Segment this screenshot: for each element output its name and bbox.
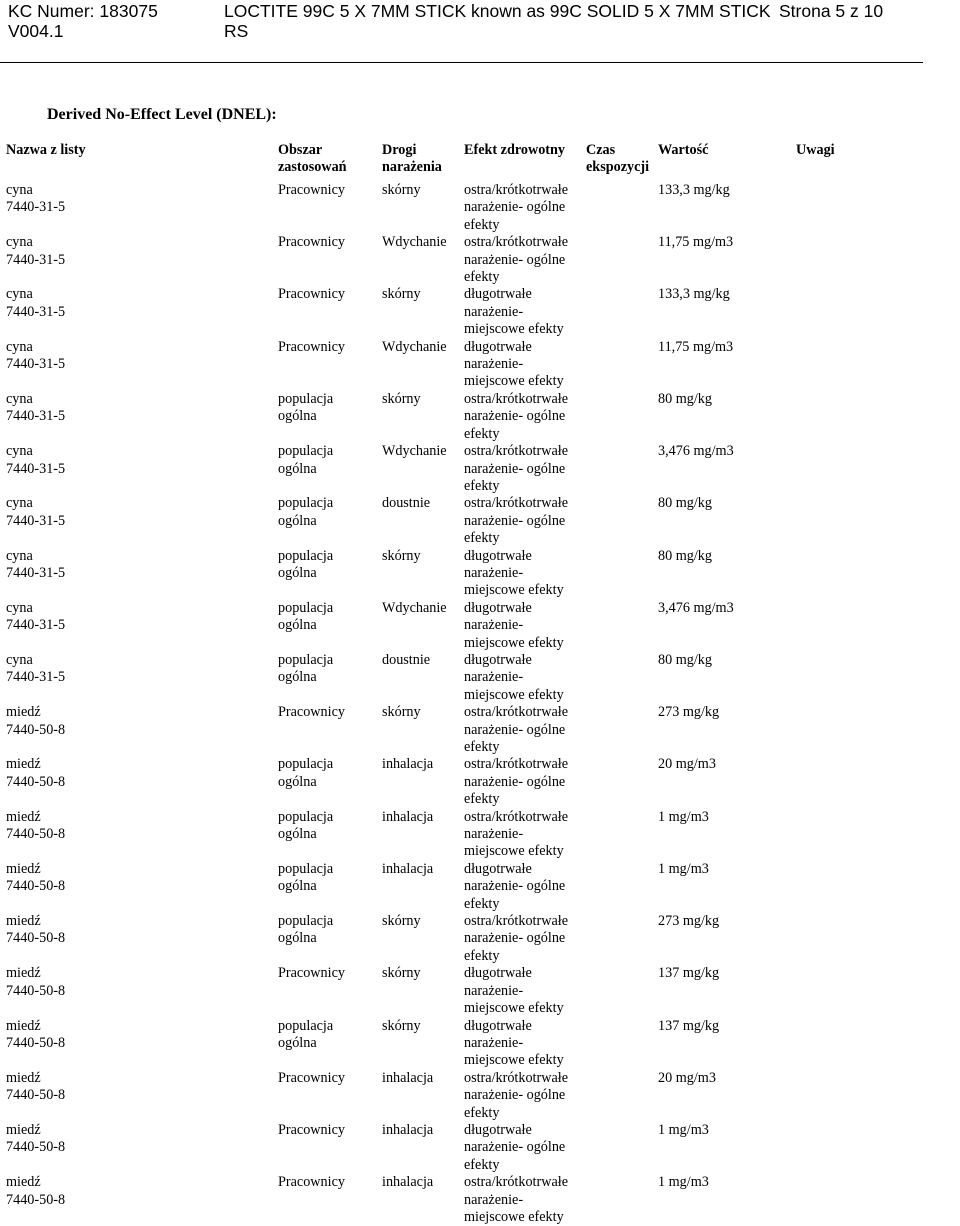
application-area-cell: populacja ogólna bbox=[278, 495, 334, 529]
page-number: Strona 5 z 10 bbox=[779, 1, 884, 21]
substance-name-cell: miedź 7440-50-8 bbox=[6, 756, 66, 790]
dnel-value-cell: 11,75 mg/m3 bbox=[658, 234, 734, 251]
exposure-route-cell: inhalacja bbox=[382, 756, 434, 773]
column-header-notes: Uwagi bbox=[796, 142, 835, 158]
substance-name-cell: cyna 7440-31-5 bbox=[6, 234, 66, 268]
exposure-route-cell: skórny bbox=[382, 286, 421, 303]
table-row bbox=[6, 548, 956, 600]
dnel-value-cell: 80 mg/kg bbox=[658, 651, 712, 668]
table-row bbox=[6, 1122, 956, 1174]
health-effect-cell: długotrwałe narażenie- miejscowe efekty bbox=[464, 965, 564, 1017]
substance-name-cell: cyna 7440-31-5 bbox=[6, 286, 66, 320]
exposure-time-cell bbox=[586, 965, 658, 1017]
substance-name-cell: cyna 7440-31-5 bbox=[6, 182, 66, 216]
table-row bbox=[6, 756, 956, 808]
dnel-value-cell: 1 mg/m3 bbox=[658, 808, 709, 825]
health-effect-cell: ostra/krótkotrwałe narażenie- ogólne efekty bbox=[464, 704, 569, 755]
dnel-value-cell: 80 mg/kg bbox=[658, 547, 712, 564]
substance-name-cell: cyna 7440-31-5 bbox=[6, 547, 66, 581]
notes-cell bbox=[796, 756, 956, 808]
page-header bbox=[0, 0, 960, 44]
substance-name-cell: miedź 7440-50-8 bbox=[6, 913, 66, 947]
health-effect-cell: długotrwałe narażenie- ogólne efekty bbox=[464, 1121, 566, 1173]
application-area-cell: Pracownicy bbox=[278, 182, 345, 198]
exposure-time-cell bbox=[586, 339, 658, 391]
health-effect-cell: ostra/krótkotrwałe narażenie- ogólne efekty bbox=[464, 756, 569, 808]
health-effect-cell: długotrwałe narażenie- miejscowe efekty bbox=[464, 547, 564, 599]
notes-cell bbox=[796, 391, 956, 443]
dnel-value-cell: 1 mg/m3 bbox=[658, 860, 709, 877]
application-area-cell: populacja ogólna bbox=[278, 808, 334, 843]
exposure-route-cell: skórny bbox=[382, 913, 421, 930]
dnel-value-cell: 133,3 mg/kg bbox=[658, 182, 730, 198]
application-area-cell: populacja ogólna bbox=[278, 913, 334, 947]
health-effect-cell: ostra/krótkotrwałe narażenie- ogólne efekty bbox=[464, 234, 569, 286]
exposure-route-cell: inhalacja bbox=[382, 1174, 434, 1191]
exposure-time-cell bbox=[586, 1018, 658, 1070]
application-area-cell: populacja ogólna bbox=[278, 1017, 334, 1051]
application-area-cell: Pracownicy bbox=[278, 338, 345, 355]
exposure-time-cell bbox=[586, 1122, 658, 1174]
dnel-table bbox=[6, 142, 956, 1226]
exposure-time-cell bbox=[586, 913, 658, 965]
column-header-name: Nazwa z listy bbox=[6, 142, 86, 158]
dnel-value-cell: 273 mg/kg bbox=[658, 704, 720, 721]
health-effect-cell: ostra/krótkotrwałe narażenie- ogólne efekty bbox=[464, 495, 569, 547]
exposure-route-cell: inhalacja bbox=[382, 860, 434, 877]
notes-cell bbox=[796, 809, 956, 861]
notes-cell bbox=[796, 1018, 956, 1070]
notes-cell bbox=[796, 548, 956, 600]
application-area-cell: Pracownicy bbox=[278, 1069, 345, 1086]
table-row bbox=[6, 182, 956, 234]
health-effect-cell: ostra/krótkotrwałe narażenie- miejscowe efekty bbox=[464, 1174, 569, 1225]
substance-name-cell: miedź 7440-50-8 bbox=[6, 965, 66, 999]
exposure-time-cell bbox=[586, 286, 658, 338]
exposure-route-cell: skórny bbox=[382, 182, 421, 198]
substance-name-cell: miedź 7440-50-8 bbox=[6, 704, 66, 738]
table-row bbox=[6, 1070, 956, 1122]
application-area-cell: Pracownicy bbox=[278, 704, 345, 721]
health-effect-cell: długotrwałe narażenie- miejscowe efekty bbox=[464, 338, 564, 390]
dnel-value-cell: 3,476 mg/m3 bbox=[658, 443, 734, 460]
substance-name-cell: cyna 7440-31-5 bbox=[6, 651, 66, 686]
substance-name-cell: cyna 7440-31-5 bbox=[6, 495, 66, 529]
application-area-cell: populacja ogólna bbox=[278, 599, 334, 634]
dnel-value-cell: 80 mg/kg bbox=[658, 495, 712, 512]
notes-cell bbox=[796, 1122, 956, 1174]
dnel-value-cell: 1 mg/m3 bbox=[658, 1174, 709, 1191]
exposure-route-cell: inhalacja bbox=[382, 1121, 434, 1138]
exposure-route-cell: skórny bbox=[382, 704, 421, 721]
substance-name-cell: miedź 7440-50-8 bbox=[6, 808, 66, 843]
table-row bbox=[6, 1018, 956, 1070]
notes-cell bbox=[796, 1070, 956, 1122]
dnel-value-cell: 20 mg/m3 bbox=[658, 1069, 716, 1086]
health-effect-cell: ostra/krótkotrwałe narażenie- ogólne efekty bbox=[464, 1069, 569, 1121]
table-row bbox=[6, 443, 956, 495]
document-number: KC Numer: 183075 V004.1 bbox=[8, 1, 158, 41]
exposure-time-cell bbox=[586, 182, 658, 234]
exposure-time-cell bbox=[586, 548, 658, 600]
health-effect-cell: długotrwałe narażenie- miejscowe efekty bbox=[464, 286, 564, 338]
notes-cell bbox=[796, 182, 956, 234]
health-effect-cell: ostra/krótkotrwałe narażenie- miejscowe efekty bbox=[464, 808, 569, 860]
exposure-time-cell bbox=[586, 652, 658, 704]
exposure-route-cell: Wdychanie bbox=[382, 443, 447, 460]
health-effect-cell: ostra/krótkotrwałe narażenie- ogólne efekty bbox=[464, 182, 569, 233]
table-row bbox=[6, 809, 956, 861]
dnel-value-cell: 3,476 mg/m3 bbox=[658, 599, 734, 616]
table-header-row bbox=[6, 142, 956, 182]
application-area-cell: populacja ogólna bbox=[278, 651, 334, 686]
notes-cell bbox=[796, 704, 956, 756]
exposure-time-cell bbox=[586, 756, 658, 808]
notes-cell bbox=[796, 286, 956, 338]
application-area-cell: populacja ogólna bbox=[278, 443, 334, 477]
notes-cell bbox=[796, 913, 956, 965]
dnel-value-cell: 273 mg/kg bbox=[658, 913, 720, 930]
application-area-cell: Pracownicy bbox=[278, 234, 345, 251]
exposure-time-cell bbox=[586, 234, 658, 286]
notes-cell bbox=[796, 600, 956, 652]
exposure-time-cell bbox=[586, 704, 658, 756]
notes-cell bbox=[796, 861, 956, 913]
application-area-cell: Pracownicy bbox=[278, 286, 345, 303]
exposure-route-cell: skórny bbox=[382, 965, 421, 982]
product-name: LOCTITE 99C 5 X 7MM STICK known as 99C SOLID 5 X 7MM STICK RS bbox=[224, 1, 771, 41]
substance-name-cell: miedź 7440-50-8 bbox=[6, 1069, 66, 1104]
table-row bbox=[6, 495, 956, 547]
dnel-value-cell: 137 mg/kg bbox=[658, 1017, 720, 1034]
notes-cell bbox=[796, 443, 956, 495]
exposure-route-cell: Wdychanie bbox=[382, 234, 447, 251]
health-effect-cell: ostra/krótkotrwałe narażenie- ogólne efekty bbox=[464, 443, 569, 494]
exposure-time-cell bbox=[586, 391, 658, 443]
exposure-route-cell: Wdychanie bbox=[382, 338, 447, 355]
table-row bbox=[6, 339, 956, 391]
application-area-cell: Pracownicy bbox=[278, 1174, 345, 1191]
exposure-route-cell: doustnie bbox=[382, 495, 431, 512]
health-effect-cell: długotrwałe narażenie- ogólne efekty bbox=[464, 860, 566, 912]
dnel-value-cell: 20 mg/m3 bbox=[658, 756, 716, 773]
table-row bbox=[6, 1174, 956, 1226]
dnel-value-cell: 80 mg/kg bbox=[658, 390, 712, 407]
substance-name-cell: miedź 7440-50-8 bbox=[6, 1174, 66, 1208]
column-header-route: Drogi narażenia bbox=[382, 142, 442, 176]
substance-name-cell: cyna 7440-31-5 bbox=[6, 443, 66, 477]
column-header-effect: Efekt zdrowotny bbox=[464, 142, 566, 158]
exposure-route-cell: doustnie bbox=[382, 651, 431, 668]
table-row bbox=[6, 234, 956, 286]
column-header-time: Czas ekspozycji bbox=[586, 142, 650, 176]
application-area-cell: populacja ogólna bbox=[278, 860, 334, 895]
application-area-cell: populacja ogólna bbox=[278, 390, 334, 425]
exposure-time-cell bbox=[586, 495, 658, 547]
substance-name-cell: cyna 7440-31-5 bbox=[6, 338, 66, 373]
notes-cell bbox=[796, 339, 956, 391]
notes-cell bbox=[796, 495, 956, 547]
table-row bbox=[6, 965, 956, 1017]
application-area-cell: Pracownicy bbox=[278, 965, 345, 982]
table-row bbox=[6, 600, 956, 652]
exposure-route-cell: skórny bbox=[382, 547, 421, 564]
table-row bbox=[6, 861, 956, 913]
dnel-value-cell: 133,3 mg/kg bbox=[658, 286, 730, 303]
substance-name-cell: miedź 7440-50-8 bbox=[6, 1121, 66, 1156]
exposure-time-cell bbox=[586, 600, 658, 652]
exposure-time-cell bbox=[586, 1174, 658, 1226]
dnel-value-cell: 1 mg/m3 bbox=[658, 1121, 709, 1138]
table-row bbox=[6, 652, 956, 704]
exposure-route-cell: skórny bbox=[382, 1017, 421, 1034]
substance-name-cell: cyna 7440-31-5 bbox=[6, 390, 66, 425]
column-header-area: Obszar zastosowań bbox=[278, 142, 347, 176]
exposure-route-cell: skórny bbox=[382, 390, 421, 407]
header-rule bbox=[0, 62, 923, 63]
health-effect-cell: długotrwałe narażenie- miejscowe efekty bbox=[464, 651, 564, 703]
exposure-time-cell bbox=[586, 443, 658, 495]
notes-cell bbox=[796, 965, 956, 1017]
application-area-cell: Pracownicy bbox=[278, 1121, 345, 1138]
health-effect-cell: długotrwałe narażenie- miejscowe efekty bbox=[464, 1017, 564, 1069]
health-effect-cell: długotrwałe narażenie- miejscowe efekty bbox=[464, 599, 564, 651]
application-area-cell: populacja ogólna bbox=[278, 547, 334, 581]
exposure-time-cell bbox=[586, 861, 658, 913]
notes-cell bbox=[796, 234, 956, 286]
substance-name-cell: cyna 7440-31-5 bbox=[6, 599, 66, 634]
health-effect-cell: ostra/krótkotrwałe narażenie- ogólne efekty bbox=[464, 913, 569, 964]
substance-name-cell: miedź 7440-50-8 bbox=[6, 860, 66, 895]
table-row bbox=[6, 704, 956, 756]
column-header-value: Wartość bbox=[658, 142, 709, 158]
dnel-value-cell: 11,75 mg/m3 bbox=[658, 338, 734, 355]
notes-cell bbox=[796, 652, 956, 704]
exposure-route-cell: inhalacja bbox=[382, 808, 434, 825]
exposure-time-cell bbox=[586, 1070, 658, 1122]
substance-name-cell: miedź 7440-50-8 bbox=[6, 1017, 66, 1051]
exposure-time-cell bbox=[586, 809, 658, 861]
table-row bbox=[6, 286, 956, 338]
exposure-route-cell: inhalacja bbox=[382, 1069, 434, 1086]
section-title: Derived No-Effect Level (DNEL): bbox=[47, 106, 277, 123]
health-effect-cell: ostra/krótkotrwałe narażenie- ogólne efekty bbox=[464, 390, 569, 442]
table-row bbox=[6, 913, 956, 965]
notes-cell bbox=[796, 1174, 956, 1226]
application-area-cell: populacja ogólna bbox=[278, 756, 334, 790]
dnel-value-cell: 137 mg/kg bbox=[658, 965, 720, 982]
table-row bbox=[6, 391, 956, 443]
exposure-route-cell: Wdychanie bbox=[382, 599, 447, 616]
